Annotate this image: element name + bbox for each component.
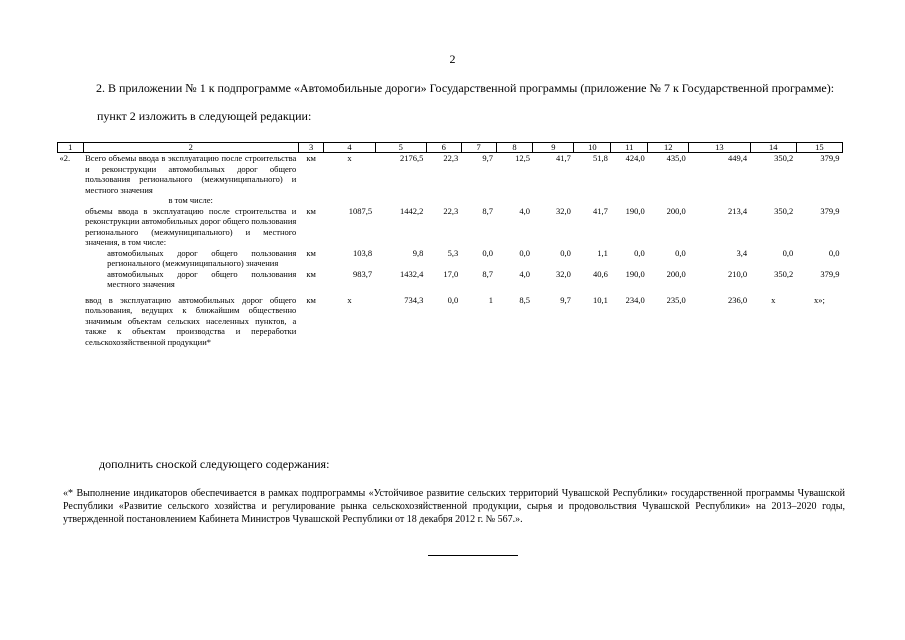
table-cell	[750, 195, 796, 206]
table-cell	[648, 195, 689, 206]
separator-line	[428, 555, 518, 556]
table-cell: 9,8	[412, 247, 424, 258]
table-cell: 12,5	[515, 153, 530, 163]
table-row	[58, 195, 843, 206]
table-cell: 32,0	[556, 268, 571, 279]
table-cell: 1	[488, 294, 494, 305]
table-cell: 210,0	[728, 268, 748, 279]
supplement-paragraph: дополнить сноской следующего содержания:	[99, 457, 330, 471]
table-row	[58, 206, 843, 248]
header-cell: 6	[426, 143, 461, 153]
table-cell: 0,0	[782, 247, 794, 258]
table-cell	[796, 195, 842, 206]
table-cell: 200,0	[666, 268, 686, 279]
header-cell: 4	[324, 143, 375, 153]
table-cell: 1432,4	[400, 268, 424, 279]
table-cell: 379,9	[820, 205, 840, 216]
table-cell: 41,7	[556, 153, 571, 163]
table-cell	[533, 195, 574, 206]
table-cell: 32,0	[556, 205, 571, 216]
header-cell: 7	[461, 143, 496, 153]
header-cell: 14	[750, 143, 796, 153]
row-description: автомобильных дорог общего пользования регионального (межмуниципального) значения	[107, 247, 297, 268]
table-cell: 103,8	[353, 247, 373, 258]
table-cell: 236,0	[728, 294, 748, 305]
header-cell: 5	[375, 143, 426, 153]
table-cell: 22,3	[443, 205, 459, 216]
indicators-table	[57, 142, 843, 347]
table-cell: 1442,2	[400, 205, 424, 216]
header-cell: 2	[83, 143, 298, 153]
table-cell	[574, 195, 611, 206]
table-cell: 435,0	[666, 153, 686, 163]
intro-paragraph: 2. В приложении № 1 к подпрограмме «Автомобильные дороги» Государственной программы (приложение № 7 к Государственной программе):	[96, 81, 835, 95]
table-cell: 8,5	[519, 294, 530, 305]
row-unit: км	[306, 247, 316, 258]
table-cell: 51,8	[592, 153, 608, 163]
table-cell: 213,4	[728, 205, 748, 216]
table-cell: х	[347, 294, 352, 305]
row-description: ввод в эксплуатацию автомобильных дорог общего пользования, ведущих к ближайшим общественно значимым объектам сельских населенных пунктов, а также к объектам производства и переработки сельскохозяйственной продукции*	[85, 294, 297, 347]
table-cell: 10,1	[592, 294, 608, 305]
table-cell: 8,7	[482, 205, 494, 216]
row-description: автомобильных дорог общего пользования местного значения	[107, 268, 297, 289]
table-cell: х»;	[813, 294, 825, 305]
table-cell: 350,2	[774, 205, 794, 216]
table-cell: 0,0	[519, 247, 530, 258]
table-cell: 0,0	[447, 294, 459, 305]
table-cell: 350,2	[774, 268, 794, 279]
table-cell: 449,4	[728, 153, 748, 163]
footnote-paragraph: «* Выполнение индикаторов обеспечивается в рамках подпрограммы «Устойчивое развитие сельских территорий Чувашской Республики» государственной программы Чувашской Республики «Развитие сельского хозяйства и регулирование рынка сельскохозяйственной продукции, сырья и продовольствия Чувашской Республики» на 2013–2020 годы, утвержденной постановлением Кабинета Министров Чувашской Республики от 18 декабря 2012 г. № 567.».	[63, 488, 845, 525]
row-number	[58, 290, 84, 348]
table-cell: х	[347, 153, 352, 163]
table-cell: 734,3	[404, 294, 424, 305]
table-cell: 0,0	[560, 247, 571, 258]
table-cell: 0,0	[482, 247, 494, 258]
table-cell: 424,0	[625, 153, 645, 163]
table-cell: 4,0	[519, 205, 530, 216]
table-cell: 200,0	[666, 205, 686, 216]
table-cell: 350,2	[774, 153, 794, 163]
table-cell: 4,0	[519, 268, 530, 279]
row-unit: км	[306, 205, 316, 216]
row-description: Всего объемы ввода в эксплуатацию после строительства и реконструкции автомобильных дорог общего пользования регионального (межмуниципального) и местного значения	[85, 153, 297, 195]
table-cell	[689, 195, 750, 206]
table-cell: 235,0	[666, 294, 686, 305]
header-cell: 1	[58, 143, 84, 153]
table-cell: 379,9	[820, 153, 840, 163]
row-number: «2.	[59, 153, 71, 163]
table-cell: 2176,5	[400, 153, 424, 163]
table-cell	[461, 195, 496, 206]
header-cell: 10	[574, 143, 611, 153]
table-cell: 1087,5	[348, 205, 373, 216]
header-cell: 13	[689, 143, 750, 153]
row-number	[58, 248, 84, 269]
table-cell: 1,1	[597, 247, 608, 258]
point-paragraph: пункт 2 изложить в следующей редакции:	[97, 109, 312, 123]
table-cell	[611, 195, 648, 206]
header-cell: 12	[648, 143, 689, 153]
table-cell: 190,0	[625, 205, 645, 216]
table-cell: 0,0	[634, 247, 645, 258]
table-row	[58, 290, 843, 348]
table-cell: 8,7	[482, 268, 494, 279]
table-cell: 0,0	[828, 247, 840, 258]
header-cell: 3	[298, 143, 324, 153]
row-unit: км	[306, 153, 316, 163]
row-number	[58, 195, 84, 206]
table-cell: 9,7	[560, 294, 571, 305]
row-number	[58, 269, 84, 290]
page-number: 2	[449, 52, 456, 66]
table-cell: 379,9	[820, 268, 840, 279]
table-row	[58, 153, 843, 196]
header-cell: 11	[611, 143, 648, 153]
table-cell	[324, 195, 375, 206]
table-cell: 190,0	[625, 268, 645, 279]
row-description: объемы ввода в эксплуатацию после строительства и реконструкции автомобильных дорог общего пользования регионального (межмуниципального) и местного значения, в том числе:	[85, 205, 297, 247]
header-cell: 8	[496, 143, 533, 153]
table-cell: 9,7	[482, 153, 494, 163]
table-cell: х	[771, 294, 776, 305]
table-cell: 41,7	[592, 205, 608, 216]
table-header-row	[58, 143, 843, 153]
table-cell: 40,6	[592, 268, 608, 279]
table-cell: 234,0	[625, 294, 645, 305]
table-cell	[426, 195, 461, 206]
table-cell: 983,7	[353, 268, 373, 279]
table-cell: 17,0	[443, 268, 459, 279]
row-unit	[298, 195, 324, 206]
table-row	[58, 269, 843, 290]
table-row	[58, 248, 843, 269]
row-unit: км	[306, 268, 316, 279]
row-number	[58, 206, 84, 248]
row-description: в том числе:	[168, 195, 213, 205]
table-cell	[375, 195, 426, 206]
header-cell: 15	[796, 143, 842, 153]
table-cell: 3,4	[736, 247, 748, 258]
table-cell: 22,3	[443, 153, 459, 163]
table-cell: 5,3	[447, 247, 459, 258]
row-unit: км	[306, 294, 316, 305]
table-cell: 0,0	[675, 247, 686, 258]
header-cell: 9	[533, 143, 574, 153]
table-cell	[496, 195, 533, 206]
